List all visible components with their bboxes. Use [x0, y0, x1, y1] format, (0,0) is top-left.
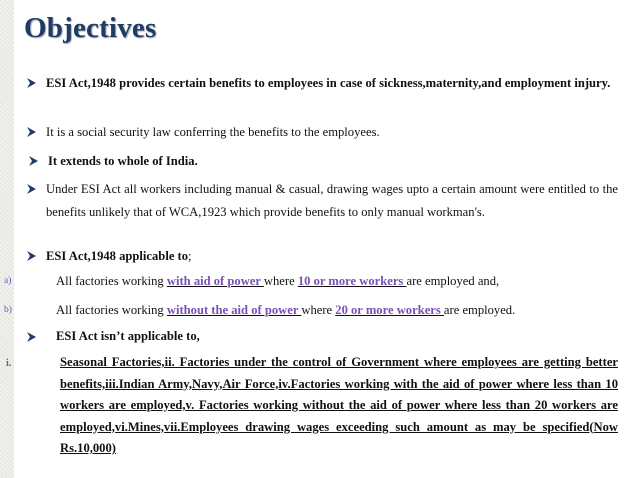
objective-point-4-text: Under ESI Act all workers including manual & casual, drawing wages upto a certain amount were entitled to the benefits unlikely that of WCA,1923 which provide benefits to only manual workman's. — [46, 182, 618, 219]
applicable-item-a-post: are employed and, — [406, 274, 500, 288]
not-applicable-text: Seasonal Factories,ii. Factories under the control of Government where employees are getting better benefits,iii.Indian Army,Navy,Air Force,iv.Factories working with the aid of power where less than 10 workers are employed,v. Factories working without the aid of power where less than 20 workers are employed,vi.Mines,vii.Employees drawing wages exceeding such amount as may be specified(Now Rs.10,000) — [60, 355, 618, 455]
objective-point-1-text: ESI Act,1948 provides certain benefits to employees in case of sickness,maternity,and employment injury. — [46, 76, 611, 90]
objective-point-5-suffix: ; — [188, 249, 192, 263]
objective-point-3 — [48, 151, 618, 171]
list-marker-b: b) — [4, 305, 12, 315]
applicable-item-a-pre: All factories working — [56, 274, 167, 288]
arrow-bullet-icon — [26, 331, 38, 345]
applicable-item-b-workers: 20 or more workers — [335, 303, 444, 317]
slide-title: Objectives — [24, 12, 157, 44]
not-applicable-list — [60, 352, 618, 460]
arrow-bullet-icon — [26, 183, 38, 197]
objective-point-5 — [46, 246, 618, 266]
arrow-bullet-icon — [26, 126, 38, 140]
applicable-item-b-post: are employed. — [443, 303, 516, 317]
applicable-item-a-mid: where — [263, 274, 298, 288]
objective-point-3-text: It extends to whole of India. — [48, 154, 198, 168]
objective-point-2-text: It is a social security law conferring the benefits to the employees. — [46, 125, 380, 139]
applicable-item-a-power: with aid of power — [166, 274, 264, 288]
applicable-item-b-power: without the aid of power — [166, 303, 302, 317]
objective-point-1 — [46, 73, 618, 93]
applicable-item-a — [56, 271, 618, 291]
objective-point-4 — [46, 178, 618, 224]
arrow-bullet-icon — [26, 77, 38, 91]
applicable-item-b-mid: where — [301, 303, 336, 317]
applicable-item-a-workers: 10 or more workers — [297, 274, 407, 288]
applicable-item-b — [56, 300, 618, 320]
applicable-item-b-pre: All factories working — [56, 303, 167, 317]
arrow-bullet-icon — [26, 250, 38, 264]
list-marker-i: i. — [6, 358, 12, 369]
objective-point-5-text: ESI Act,1948 applicable to — [46, 249, 189, 263]
list-marker-a: a) — [4, 276, 12, 286]
objective-point-2 — [46, 122, 618, 142]
not-applicable-heading: ESI Act isn’t applicable to, — [56, 329, 200, 343]
arrow-bullet-icon — [28, 155, 40, 169]
decorative-side-stripe — [0, 0, 14, 478]
